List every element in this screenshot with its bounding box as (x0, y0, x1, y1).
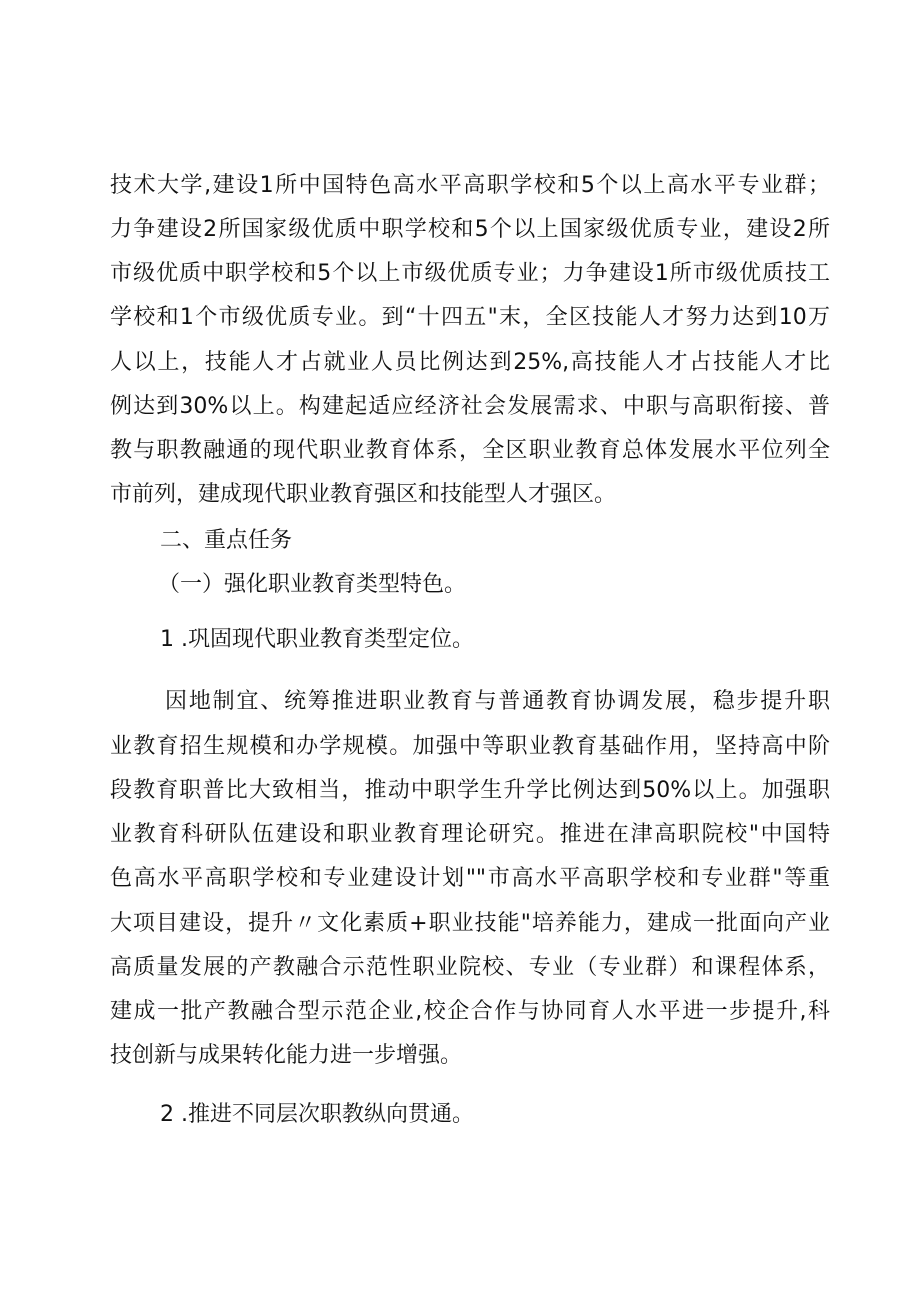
paragraph-1-line-3: 市级优质中职学校和5个以上市级优质专业；力争建设1所市级优质技工 (110, 261, 830, 286)
item-2-title: 2 .推进不同层次职教纵向贯通。 (160, 1102, 474, 1127)
paragraph-2-line-6: 大项目建设，提升〃文化素质+职业技能"培养能力，建成一批面向产业 (110, 911, 830, 936)
paragraph-2-line-2: 业教育招生规模和办学规模。加强中等职业教育基础作用，坚持高中阶 (110, 734, 830, 759)
paragraph-2-line-7: 高质量发展的产教融合示范性职业院校、专业（专业群）和课程体系， (110, 955, 830, 980)
paragraph-1-line-4: 学校和1个市级优质专业。到“十四五"末，全区技能人才努力达到10万 (110, 305, 830, 330)
paragraph-1-line-1: 技术大学,建设1所中国特色高水平高职学校和5个以上高水平专业群； (110, 173, 830, 198)
paragraph-2-line-8: 建成一批产教融合型示范企业,校企合作与协同育人水平进一步提升,科 (110, 999, 830, 1024)
paragraph-1-line-2: 力争建设2所国家级优质中职学校和5个以上国家级优质专业，建设2所 (110, 217, 830, 242)
paragraph-2-line-3: 段教育职普比大致相当，推动中职学生升学比例达到50%以上。加强职 (110, 778, 830, 803)
paragraph-1-line-5: 人以上，技能人才占就业人员比例达到25%,高技能人才占技能人才比 (110, 350, 830, 375)
section-heading: 二、重点任务 (160, 528, 293, 553)
paragraph-1-line-8: 市前列，建成现代职业教育强区和技能型人才强区。 (110, 482, 617, 507)
paragraph-2-line-1: 因地制宜、统筹推进职业教育与普通教育协调发展，稳步提升职 (165, 689, 830, 714)
paragraph-2-line-9: 技创新与成果转化能力进一步增强。 (110, 1043, 463, 1068)
paragraph-1-line-6: 例达到30%以上。构建起适应经济社会发展需求、中职与高职衔接、普 (110, 394, 830, 419)
paragraph-2-line-4: 业教育科研队伍建设和职业教育理论研究。推进在津高职院校"中国特 (110, 822, 830, 847)
paragraph-1-line-7: 教与职教融通的现代职业教育体系，全区职业教育总体发展水平位列全 (110, 438, 830, 463)
subsection-heading: （一）强化职业教育类型特色。 (158, 572, 467, 597)
item-1-title: 1 .巩固现代职业教育类型定位。 (160, 627, 474, 652)
paragraph-2-line-5: 色高水平高职学校和专业建设计划""市高水平高职学校和专业群"等重 (110, 866, 830, 891)
